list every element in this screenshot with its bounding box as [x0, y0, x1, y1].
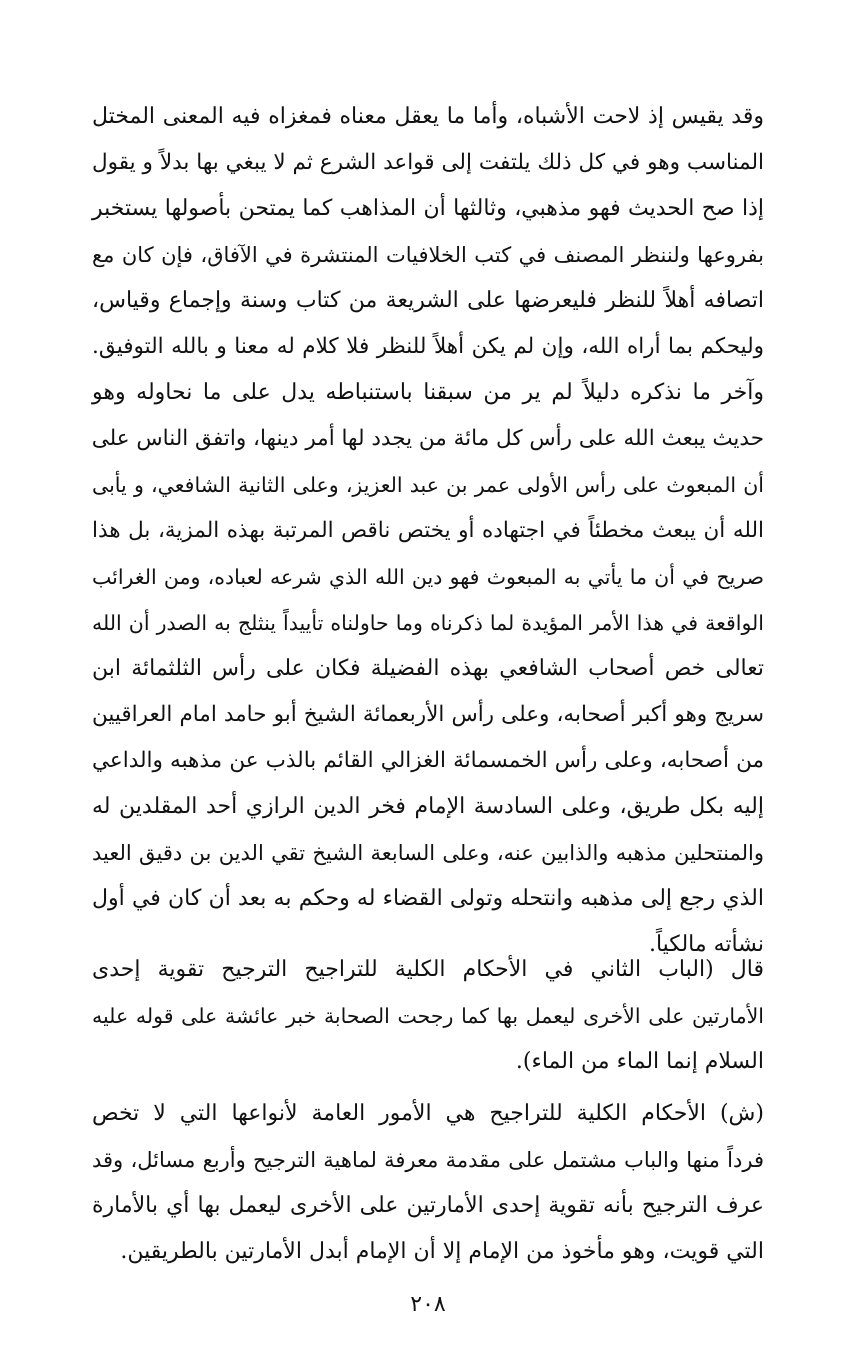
text-line: الله أن يبعث مخطئاً في اجتهاده أو يختص ناقص المرتبة بهذه المزية، بل هذا — [92, 518, 764, 543]
text-line: الذي رجع إلى مذهبه وانتحله وتولى القضاء له وحكم به بعد أن كان في أول — [92, 886, 764, 911]
text-line: السلام إنما الماء من الماء). — [515, 1049, 764, 1074]
text-line: الواقعة في هذا الأمر المؤيدة لما ذكرناه وما حاولناه تأييداً ينثلج به الصدر أن الله — [92, 611, 764, 635]
text-line: تعالى خص أصحاب الشافعي بهذه الفضيلة فكان على رأس الثلثمائة ابن — [92, 656, 764, 681]
page-number: ٢٠٨ — [410, 1292, 446, 1317]
text-line: فرداً منها والباب مشتمل على مقدمة معرفة لماهية الترجيح وأربع مسائل، وقد — [92, 1148, 764, 1172]
text-line: وآخر ما نذكره دليلاً لم ير من سبقنا باستنباطه يدل على ما نحاوله وهو — [92, 380, 764, 405]
text-line: (ش) الأحكام الكلية للتراجيح هي الأمور العامة لأنواعها التي لا تخص — [92, 1101, 764, 1126]
text-line: إذا صح الحديث فهو مذهبي، وثالثها أن المذاهب كما يمتحن بأصولها يستخبر — [92, 196, 764, 221]
text-line: اتصافه أهلاً للنظر فليعرضها على الشريعة من كتاب وسنة وإجماع وقياس، — [92, 288, 764, 313]
text-line: صريح في أن ما يأتي به المبعوث فهو دين الله الذي شرعه لعباده، ومن الغرائب — [92, 565, 764, 589]
text-line: حديث يبعث الله على رأس كل مائة من يجدد لها أمر دينها، واتفق الناس على — [91, 426, 764, 451]
text-line: قال (الباب الثاني في الأحكام الكلية للتراجيح الترجيح تقوية إحدى — [92, 957, 764, 982]
text-line: الأمارتين على الأخرى ليعمل بها كما رجحت الصحابة خبر عائشة على قوله عليه — [92, 1004, 764, 1028]
text-line: وقد يقيس إذ لاحت الأشباه، وأما ما يعقل معناه فمغزاه فيه المعنى المختل — [92, 104, 764, 129]
text-line: عرف الترجيح بأنه تقوية إحدى الأمارتين على الأخرى ليعمل بها أي بالأمارة — [92, 1193, 764, 1218]
text-line: إليه بكل طريق، وعلى السادسة الإمام فخر الدين الرازي أحد المقلدين له — [92, 794, 764, 819]
text-line: نشأته مالكياً. — [648, 932, 764, 957]
text-line: وليحكم بما أراه الله، وإن لم يكن أهلاً للنظر فلا كلام له معنا و بالله التوفيق. — [92, 334, 764, 359]
text-line: من أصحابه، وعلى رأس الخمسمائة الغزالي القائم بالذب عن مذهبه والداعي — [92, 748, 764, 773]
text-line: المناسب وهو في كل ذلك يلتفت إلى قواعد الشرع ثم لا يبغي بها بدلاً و يقول — [92, 150, 764, 175]
text-line: والمنتحلين مذهبه والذابين عنه، وعلى السابعة الشيخ تقي الدين بن دقيق العيد — [92, 841, 764, 865]
text-line: بفروعها ولننظر المصنف في كتب الخلافيات المنتشرة في الآفاق، فإن كان مع — [92, 243, 764, 267]
text-line: أن المبعوث على رأس الأولى عمر بن عبد العزيز، وعلى الثانية الشافعي، و يأبى — [92, 473, 764, 497]
text-line: التي قويت، وهو مأخوذ من الإمام إلا أن الإمام أبدل الأمارتين بالطريقين. — [120, 1239, 764, 1264]
text-line: سريج وهو أكبر أصحابه، وعلى رأس الأربعمائة الشيخ أبو حامد امام العراقيين — [92, 702, 764, 727]
